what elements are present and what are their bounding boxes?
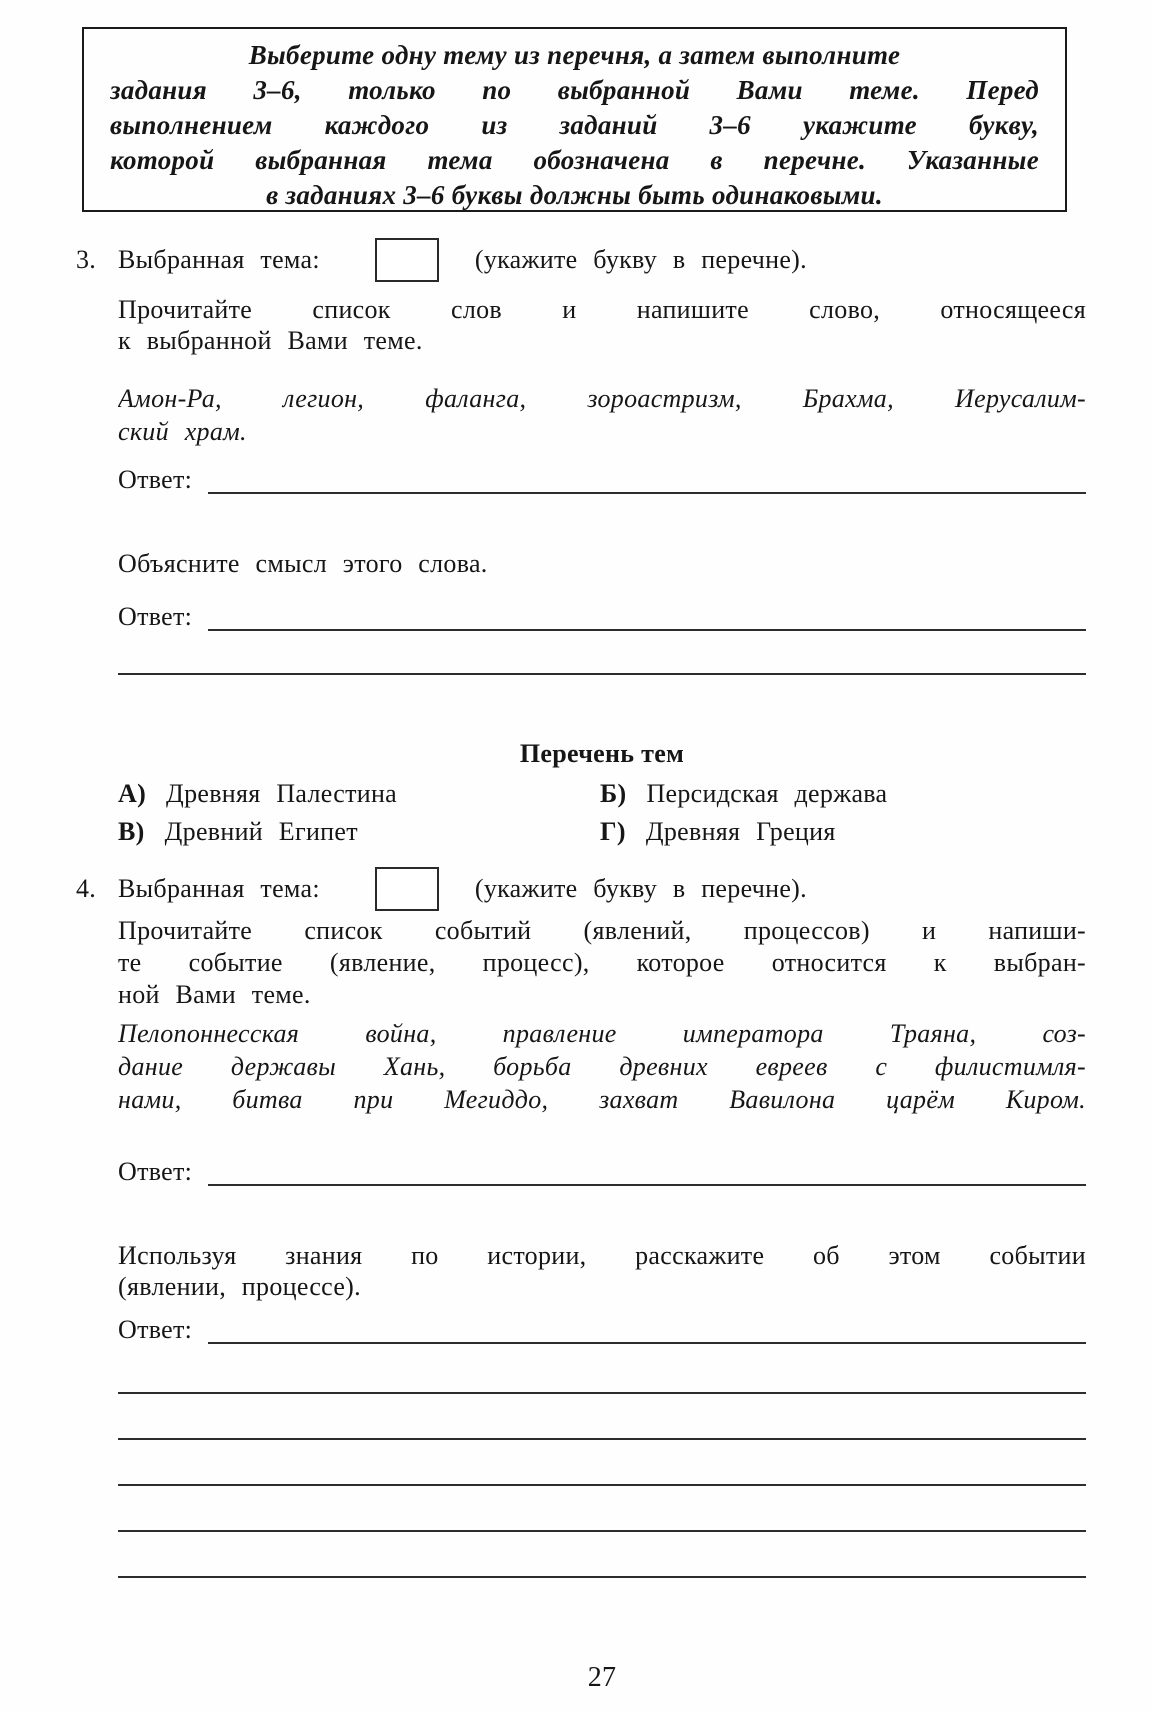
- task4-instruction-line: ной Вами теме.: [118, 980, 311, 1009]
- writing-line[interactable]: [118, 1348, 1086, 1394]
- theme-letter: В): [118, 817, 145, 846]
- instruction-line: в заданиях 3–6 буквы должны быть одинаковыми.: [266, 180, 883, 210]
- theme-label: Персидская держава: [646, 779, 888, 808]
- chosen-theme-label: Выбранная тема:: [118, 874, 320, 903]
- task3-answer-line[interactable]: [208, 468, 1086, 494]
- writing-line[interactable]: [118, 1394, 1086, 1440]
- task3-number: 3.: [76, 245, 97, 274]
- task4-number: 4.: [76, 874, 97, 903]
- themes-row: [118, 775, 1086, 813]
- instruction-line: выполнением каждого из заданий 3–6 укажите букву,: [110, 110, 1039, 140]
- task4-instruction: [118, 915, 1086, 1011]
- writing-line[interactable]: [118, 1532, 1086, 1578]
- instruction-line: Выберите одну тему из перечня, а затем выполните: [248, 40, 901, 70]
- theme-item-b: [600, 775, 887, 813]
- theme-letter: Г): [600, 817, 626, 846]
- task3-explain-answer-row: [118, 603, 1086, 631]
- chosen-theme-hint: (укажите букву в перечне).: [474, 245, 807, 274]
- answer-label: Ответ:: [118, 1315, 193, 1344]
- task4-instruction-line: те событие (явление, процесс), которое относится к выбран-: [118, 948, 1086, 977]
- themes-row: [118, 813, 1086, 851]
- theme-letter: Б): [600, 779, 627, 808]
- task3-answer-row: [118, 466, 1086, 494]
- theme-item-v: [118, 813, 600, 851]
- task4-tell-answer-row: [118, 1316, 1086, 1344]
- page-number: 27: [587, 1662, 617, 1693]
- theme-item-g: [600, 813, 836, 851]
- answer-label: Ответ:: [118, 465, 193, 494]
- task3-explain-answer-line[interactable]: [208, 605, 1086, 631]
- writing-line[interactable]: [118, 1486, 1086, 1532]
- chosen-theme-hint: (укажите букву в перечне).: [474, 874, 807, 903]
- task4-tell-prompt-line: Используя знания по истории, расскажите об этом событии: [118, 1241, 1086, 1270]
- chosen-theme-label: Выбранная тема:: [118, 245, 320, 274]
- theme-label: Древний Египет: [164, 817, 358, 846]
- task3-instruction-line: Прочитайте список слов и напишите слово, относящееся: [118, 295, 1086, 324]
- task4-event-list-line: нами, битва при Мегиддо, захват Вавилона царём Киром.: [118, 1085, 1086, 1114]
- task3-instruction-line: к выбранной Вами теме.: [118, 326, 423, 355]
- theme-letter: А): [118, 779, 147, 808]
- task4-event-list: [118, 1017, 1086, 1116]
- task3-instruction: [118, 294, 1086, 356]
- task4-answer-row: [118, 1158, 1086, 1186]
- instruction-line: которой выбранная тема обозначена в перечне. Указанные: [110, 145, 1039, 175]
- theme-label: Древняя Греция: [645, 817, 836, 846]
- themes-list: [118, 775, 1086, 851]
- writing-line[interactable]: [118, 1440, 1086, 1486]
- task4-tell-prompt: [118, 1240, 1086, 1302]
- task4-header-row: [76, 867, 1086, 911]
- task4-instruction-line: Прочитайте список событий (явлений, процессов) и напиши-: [118, 916, 1086, 945]
- task4-tell-prompt-line: (явлении, процессе).: [118, 1272, 361, 1301]
- theme-label: Древняя Палестина: [166, 779, 398, 808]
- task4-answer-line[interactable]: [208, 1160, 1086, 1186]
- task3-explain-prompt: Объясните смысл этого слова.: [118, 549, 488, 578]
- task4-event-list-line: Пелопоннесская война, правление императора Траяна, соз-: [118, 1019, 1086, 1048]
- task4-event-list-line: дание державы Хань, борьба древних евреев с филистимля-: [118, 1052, 1086, 1081]
- instruction-line: задания 3–6, только по выбранной Вами теме. Перед: [110, 75, 1039, 105]
- task3-theme-letter-box[interactable]: [375, 238, 439, 282]
- task3-word-list-line: ский храм.: [118, 417, 247, 446]
- task4-theme-letter-box[interactable]: [375, 867, 439, 911]
- task3-word-list: [118, 382, 1086, 448]
- instruction-box: [82, 27, 1067, 212]
- theme-item-a: [118, 775, 600, 813]
- answer-label: Ответ:: [118, 602, 193, 631]
- task3-word-list-line: Амон-Ра, легион, фаланга, зороастризм, Брахма, Иерусалим-: [118, 384, 1086, 413]
- themes-title: Перечень тем: [519, 739, 685, 768]
- task3-explain-answer-line-2[interactable]: [118, 673, 1086, 675]
- task3-header-row: [76, 238, 1086, 282]
- answer-label: Ответ:: [118, 1157, 193, 1186]
- task4-tell-answer-line[interactable]: [208, 1318, 1086, 1344]
